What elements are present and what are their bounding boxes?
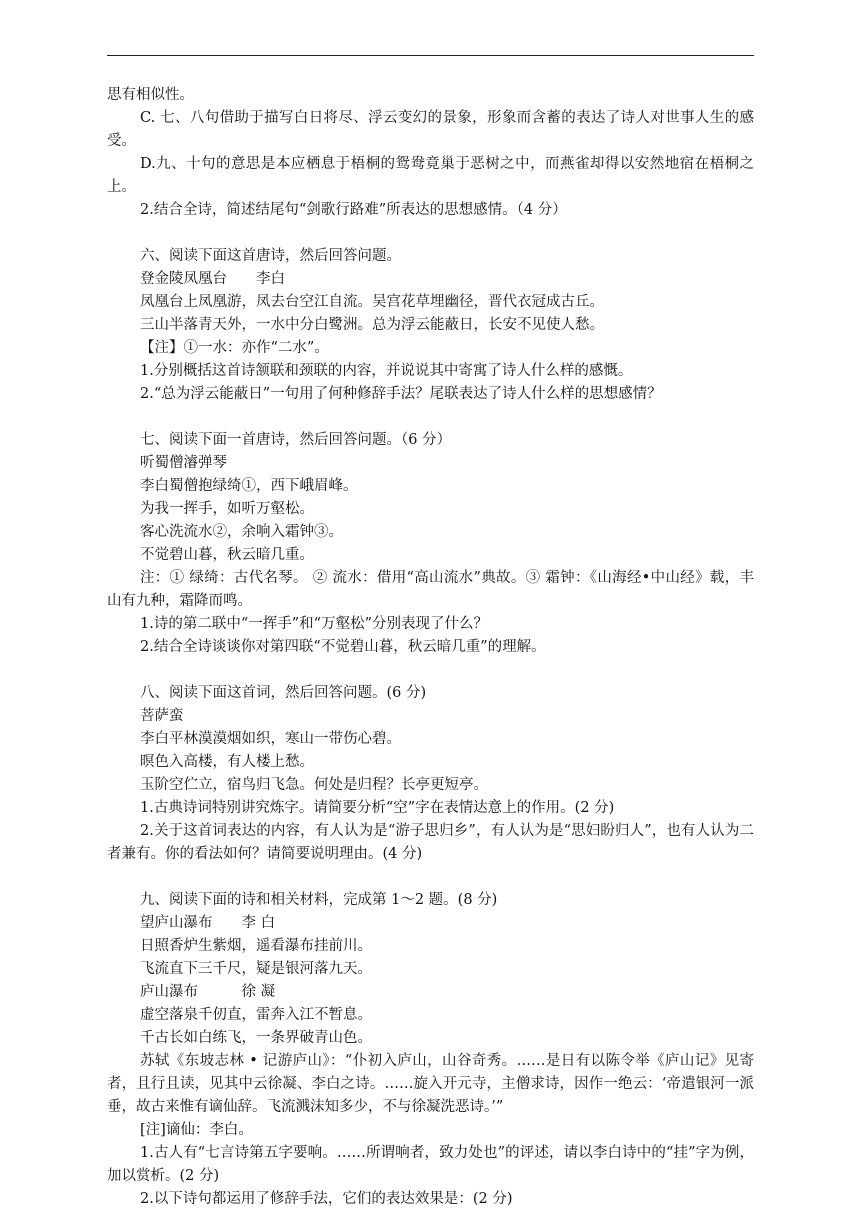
poem-line: 日照香炉生紫烟，遥看瀑布挂前川。 xyxy=(140,938,372,954)
poem-line: 不觉碧山暮，秋云暗几重。 xyxy=(140,547,314,563)
poem-line: 为我一挥手，如听万壑松。 xyxy=(140,501,314,517)
section-9-heading: 九、阅读下面的诗和相关材料，完成第 1～2 题。(8 分) xyxy=(140,892,498,908)
option-d: D.九、十句的意思是本应栖息于梧桐的鸳鸯竟巢于恶树之中，而燕雀却得以安然地宿在梧桐之上。 xyxy=(107,156,754,195)
section-6-question-1: 1.分别概括这首诗颔联和颈联的内容，并说说其中寄寓了诗人什么样的感慨。 xyxy=(140,363,633,379)
section-6-poem-title: 登金陵凤凰台 李白 xyxy=(140,271,285,287)
poem-line: 客心洗流水②，余响入霜钟③。 xyxy=(140,524,343,540)
poem-line: 李白平林漠漠烟如织，寒山一带伤心碧。 xyxy=(140,731,401,747)
section-6-heading: 六、阅读下面这首唐诗，然后回答问题。 xyxy=(140,248,401,264)
poem-line: 凤凰台上凤凰游，凤去台空江自流。吴宫花草埋幽径，晋代衣冠成古丘。 xyxy=(140,294,604,310)
option-c: C. 七、八句借助于描写白日将尽、浮云变幻的景象，形象而含蓄的表达了诗人对世事人生的感受。 xyxy=(107,110,754,149)
section-7-heading: 七、阅读下面一首唐诗，然后回答问题。（6 分） xyxy=(140,432,452,448)
section-9-material: 苏轼《东坡志林 • 记游庐山》：“仆初入庐山，山谷奇秀。……是日有以陈令举《庐山记》见寄者，且行且读，见其中云徐凝、李白之诗。……旋入开元寺，主僧求诗，因作一绝云：‘帝遣银河一派垂，故古来惟有谪仙辞。飞流溅沫知多少，不与徐凝洗恶诗。’” xyxy=(107,1053,754,1115)
poem-line: 三山半落青天外，一水中分白鹭洲。总为浮云能蔽日，长安不见使人愁。 xyxy=(140,317,604,333)
document-page xyxy=(107,84,754,1211)
section-9-question-1: 1.古人有“七言诗第五字要响。……所谓响者，致力处也”的评述，请以李白诗中的“挂”字为例，加以赏析。(2 分) xyxy=(107,1145,754,1184)
section-9-question-2: 2.以下诗句都运用了修辞手法，它们的表达效果是：(2 分) xyxy=(140,1191,513,1207)
continued-text: 思有相似性。 xyxy=(107,87,194,103)
section-8-question-1: 1.古典诗词特别讲究炼字。请简要分析“空”字在表情达意上的作用。(2 分) xyxy=(140,800,615,816)
section-7-question-2: 2.结合全诗谈谈你对第四联“不觉碧山暮，秋云暗几重”的理解。 xyxy=(140,639,546,655)
poem-line: 飞流直下三千尺，疑是银河落九天。 xyxy=(140,961,372,977)
section-8-poem-title: 菩萨蛮 xyxy=(140,708,184,724)
poem-line: 虚空落泉千仞直，雷奔入江不暂息。 xyxy=(140,1007,372,1023)
section-8-question-2: 2.关于这首词表达的内容，有人认为是“游子思归乡”，有人认为是“思妇盼归人”，也有人认为二者兼有。你的看法如何？请简要说明理由。(4 分) xyxy=(107,823,754,862)
poem-line: 玉阶空伫立，宿鸟归飞急。何处是归程？长亭更短亭。 xyxy=(140,777,488,793)
poem-line: 千古长如白练飞，一条界破青山色。 xyxy=(140,1030,372,1046)
question-2: 2.结合全诗，简述结尾句“剑歌行路难”所表达的思想感情。（4 分） xyxy=(140,202,567,218)
section-7-note: 注：① 绿绮：古代名琴。 ② 流水：借用“高山流水”典故。③ 霜钟：《山海经•中山经》载，丰山有九种，霜降而鸣。 xyxy=(107,570,754,609)
section-9-poem-1-title: 望庐山瀑布 李 白 xyxy=(140,915,276,931)
section-7-poem-title: 听蜀僧濬弹琴 xyxy=(140,455,227,471)
section-9-note: [注]谪仙：李白。 xyxy=(140,1122,253,1138)
section-6-note: 【注】①一水：亦作“二水”。 xyxy=(140,340,329,356)
section-7-question-1: 1.诗的第二联中“一挥手”和“万壑松”分别表现了什么？ xyxy=(140,616,488,632)
section-6-question-2: 2.“总为浮云能蔽日”一句用了何种修辞手法？尾联表达了诗人什么样的思想感情？ xyxy=(140,386,662,402)
section-9-poem-2-title: 庐山瀑布 徐 凝 xyxy=(140,984,276,1000)
section-8-heading: 八、阅读下面这首词，然后回答问题。(6 分) xyxy=(140,685,427,701)
poem-line: 李白蜀僧抱绿绮①，西下峨眉峰。 xyxy=(140,478,358,494)
poem-line: 暝色入高楼，有人楼上愁。 xyxy=(140,754,314,770)
header-rule xyxy=(107,55,754,56)
